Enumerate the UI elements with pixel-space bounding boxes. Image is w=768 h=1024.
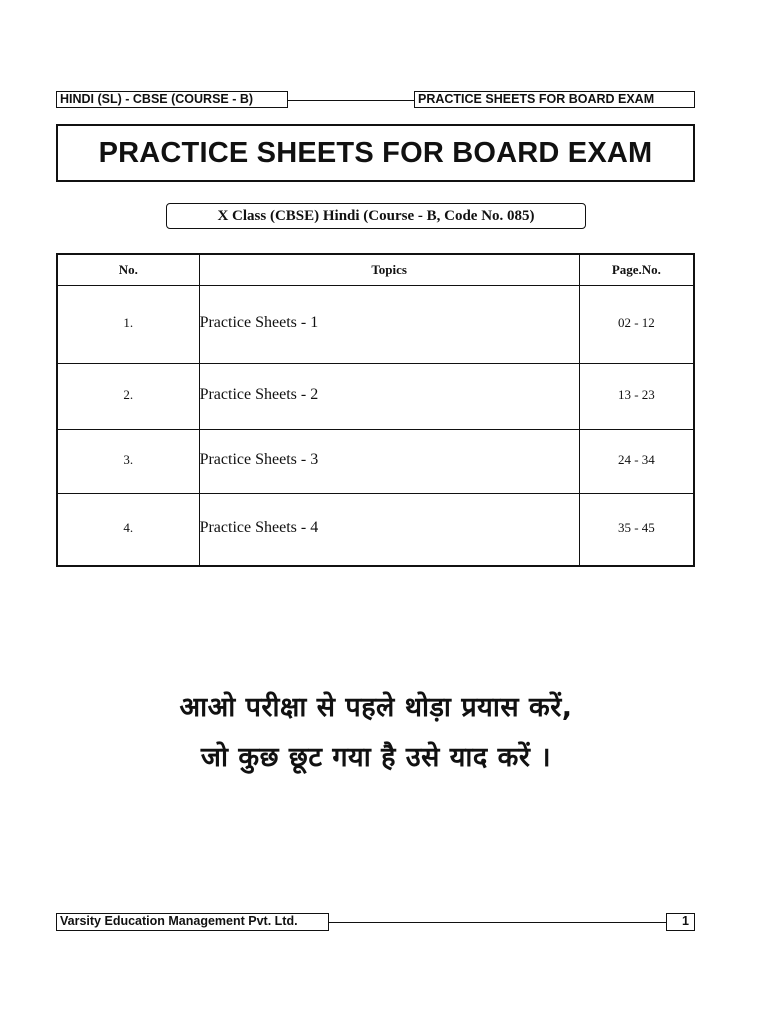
table-row [57,364,694,430]
row-pages: 13 - 23 [579,364,694,430]
row-number: 3. [57,430,199,494]
table-row [57,286,694,364]
page-title: PRACTICE SHEETS FOR BOARD EXAM [56,124,695,182]
header-rule [288,100,414,101]
table-row [57,430,694,494]
class-subtitle: X Class (CBSE) Hindi (Course - B, Code No. 085) [166,203,586,229]
column-header-topics: Topics [199,254,579,286]
row-number: 1. [57,286,199,364]
running-header-right: PRACTICE SHEETS FOR BOARD EXAM [414,91,695,108]
row-topic: Practice Sheets - 4 [199,494,579,567]
verse-line-2: जो कुछ छूट गया है उसे याद करें । [200,742,552,773]
row-number: 2. [57,364,199,430]
contents-table [56,253,695,567]
row-topic: Practice Sheets - 3 [199,430,579,494]
footer-publisher: Varsity Education Management Pvt. Ltd. [56,913,329,931]
running-header-left: HINDI (SL) - CBSE (COURSE - B) [56,91,288,108]
column-header-no: No. [57,254,199,286]
row-pages: 35 - 45 [579,494,694,567]
column-header-page-no: Page.No. [579,254,694,286]
table-row [57,494,694,567]
footer-rule [329,922,666,923]
row-pages: 24 - 34 [579,430,694,494]
row-topic: Practice Sheets - 2 [199,364,579,430]
row-pages: 02 - 12 [579,286,694,364]
verse-line-1: आओ परीक्षा से पहले थोड़ा प्रयास करें, [179,692,573,723]
row-number: 4. [57,494,199,567]
table-header-row [57,254,694,286]
page-number: 1 [666,913,695,931]
row-topic: Practice Sheets - 1 [199,286,579,364]
